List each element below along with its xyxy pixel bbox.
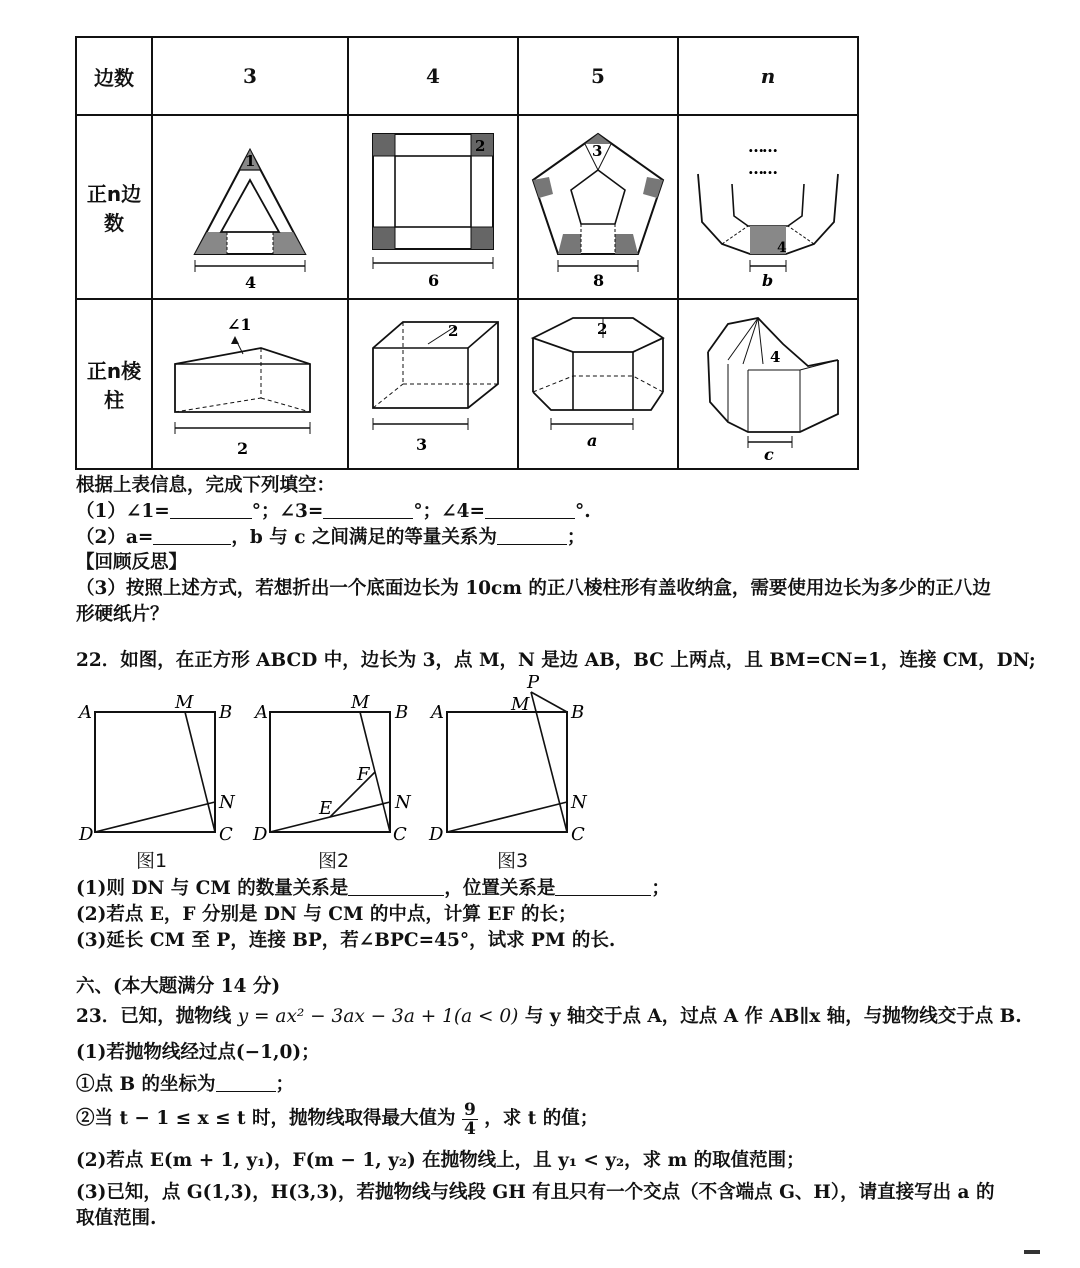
fraction-nine-quarters: $\frac{9}{4}$ (463, 1099, 476, 1139)
fig3-label-P: P (527, 672, 540, 693)
polygon-prism-table (75, 36, 859, 470)
marker-2: 2 (475, 137, 486, 155)
marker-3: 3 (592, 142, 603, 160)
fig2-label-M: M (351, 692, 370, 713)
fig2-label-A: A (255, 702, 268, 723)
header-col-4: 4 (348, 37, 518, 115)
dim-2: 2 (237, 439, 249, 458)
nprism-cell (678, 299, 858, 469)
blank-angle3[interactable] (323, 500, 413, 519)
square-prism-figure (358, 304, 508, 464)
fig3-label-D: D (429, 824, 444, 845)
q23-part1-i: ①点 B 的坐标为 ； (76, 1074, 295, 1095)
ngon-cell (678, 115, 858, 299)
q22-figures (75, 670, 615, 870)
polygon-row (76, 115, 858, 299)
q23-part3: (3)已知，点 G(1,3)，H(3,3)，若抛物线与线段 GH 有且只有一个交点（不含端点 G、H），请直接写出 a 的取值范围. (76, 1182, 995, 1229)
triangle-net-figure (175, 122, 325, 292)
nprism-figure (688, 304, 848, 464)
fig1-label-N: N (219, 792, 235, 813)
square-cell (348, 115, 518, 299)
fig3-label-B: B (571, 702, 585, 723)
blank-a[interactable] (153, 526, 231, 545)
pentagonal-prism-cell (518, 299, 678, 469)
square-net-figure (358, 122, 508, 292)
marker-4-prism: 4 (770, 348, 781, 366)
dots-row-2: …… (748, 159, 776, 178)
angle-1-label: ∠1 (227, 315, 252, 334)
header-col-n: n (678, 37, 858, 115)
header-col-5: 5 (518, 37, 678, 115)
triangular-prism-cell (152, 299, 348, 469)
fig3-label-M: M (511, 694, 530, 715)
q23-part2: (2)若点 E(m + 1, y₁)，F(m − 1, y₂) 在抛物线上，且 y₁ < y₂，求 m 的取值范围； (76, 1150, 805, 1171)
dim-3: 3 (416, 435, 428, 454)
header-label: 边数 (76, 37, 152, 115)
dots-row-1: …… (748, 137, 776, 156)
blank-angle1[interactable] (170, 500, 252, 519)
q22-figure-1 (77, 692, 236, 845)
header-col-3: 3 (152, 37, 348, 115)
fig2-label-C: C (393, 824, 407, 845)
fig2-label-D: D (253, 824, 268, 845)
polygon-row-label: 正n边数 (76, 115, 152, 299)
fig2-label-B: B (395, 702, 409, 723)
fig2-label-E: E (319, 798, 333, 819)
review-heading: 【回顾反思】 (76, 552, 188, 573)
blank-angle4[interactable] (485, 500, 575, 519)
fig1-label-A: A (79, 702, 92, 723)
fig1-caption: 图1 (136, 850, 168, 872)
prism-row-label: 正n棱柱 (76, 299, 152, 469)
dim-c: c (764, 445, 774, 464)
dim-8: 8 (593, 271, 605, 290)
marker-2-prism: 2 (448, 322, 459, 340)
marker-2-pentaprism: 2 (597, 320, 608, 338)
dim-4: 4 (245, 273, 257, 292)
dim-a: a (587, 431, 598, 450)
fig2-label-F: F (357, 764, 370, 785)
fig2-caption: 图2 (318, 850, 350, 872)
fig1-label-D: D (79, 824, 94, 845)
pentagon-net-figure (523, 122, 673, 292)
q22-figure-2 (252, 692, 412, 845)
page-corner-mark (1024, 1250, 1040, 1254)
marker-4: 4 (777, 240, 787, 256)
fig3-caption: 图3 (497, 850, 529, 872)
table-header-row (76, 37, 858, 115)
prism-row (76, 299, 858, 469)
dim-b: b (762, 271, 774, 290)
fig3-label-N: N (571, 792, 587, 813)
blank-position-relation[interactable] (555, 877, 651, 896)
q21-part1: （1）∠1= °；∠3= °；∠4= °. (76, 501, 591, 522)
section-6-title: 六、(本大题满分 14 分) (76, 976, 281, 997)
q22-part2: (2)若点 E，F 分别是 DN 与 CM 的中点，计算 EF 的长； (76, 904, 577, 925)
square-prism-cell (348, 299, 518, 469)
fig3-label-A: A (431, 702, 444, 723)
q23-part1-ii: ②当 t − 1 ≤ x ≤ t 时，抛物线取得最大值为 $\frac{9}{4}$ ，求 t 的值； (76, 1099, 599, 1139)
q21-intro: 根据上表信息，完成下列填空： (76, 475, 336, 496)
fig3-label-C: C (571, 824, 585, 845)
fig1-label-M: M (175, 692, 194, 713)
marker-1: 1 (245, 152, 256, 170)
q22-part1: (1)则 DN 与 CM 的数量关系是 ，位置关系是 ； (76, 878, 670, 899)
fig2-label-N: N (395, 792, 411, 813)
pentagon-cell (518, 115, 678, 299)
q22-figure-3 (428, 672, 588, 845)
pentagonal-prism-figure (523, 304, 673, 464)
q23-part1: (1)若抛物线经过点(−1,0)； (76, 1042, 320, 1063)
q22-part3: (3)延长 CM 至 P，连接 BP，若∠BPC=45°，试求 PM 的长. (76, 930, 616, 951)
q21-part2: （2）a= ，b 与 c 之间满足的等量关系为 ； (76, 527, 586, 548)
triangular-prism-figure (165, 304, 335, 464)
q21-part3: （3）按照上述方式，若想折出一个底面边长为 10cm 的正八棱柱形有盖收纳盒，需要使用边长为多少的正八边形硬纸片？ (76, 578, 991, 625)
dim-6: 6 (428, 271, 440, 290)
blank-bc-relation[interactable] (497, 526, 567, 545)
fig1-label-C: C (219, 824, 233, 845)
q23-stem: 23．已知，抛物线 y = ax² − 3ax − 3a + 1(a < 0) 与 y 轴交于点 A，过点 A 作 AB∥x 轴，与抛物线交于点 B. (76, 1006, 1022, 1027)
triangle-cell (152, 115, 348, 299)
ngon-net-figure (688, 122, 848, 292)
blank-point-B[interactable] (216, 1073, 276, 1092)
fig1-label-B: B (219, 702, 233, 723)
q22-stem: 22．如图，在正方形 ABCD 中，边长为 3，点 M，N 是边 AB，BC 上两点，且 BM=CN=1，连接 CM，DN; (76, 650, 1036, 671)
blank-quantity-relation[interactable] (348, 877, 444, 896)
